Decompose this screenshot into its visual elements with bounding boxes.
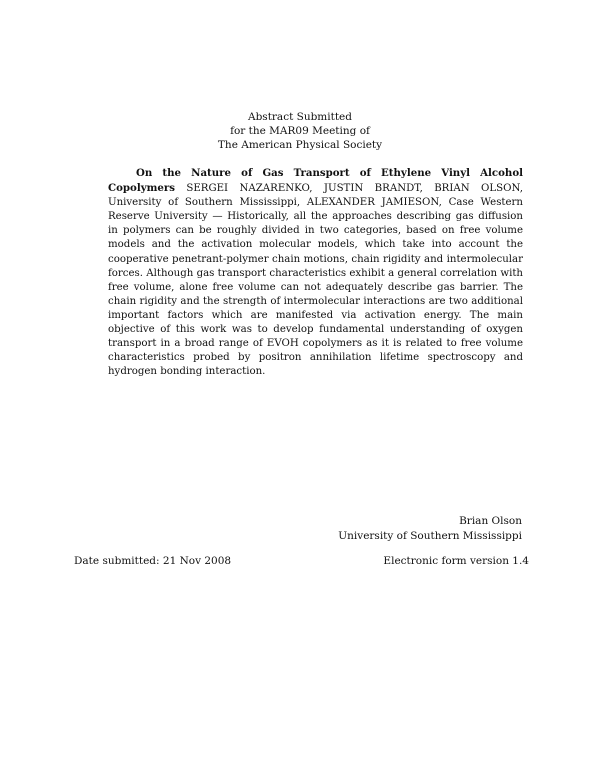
- submission-header: [0, 110, 600, 152]
- header-line-1: Abstract Submitted: [248, 111, 352, 123]
- abstract-body: Historically, all the approaches describing gas diffusion in polymers can be roughly divided in two categories, based on free volume models and the activation molecular models, which take into account the cooperative penetrant-polymer chain motions, chain rigidity and intermolecular forces. Although gas transport characteristics exhibit a general correlation with free volume, alone free volume can not adequately describe gas barrier. The chain rigidity and the strength of intermolecular interactions are two additional important factors which are manifested via activation energy. The main objective of this work was to develop fundamental understanding of oxygen transport in a broad range of EVOH copolymers as it is related to free volume characteristics probed by positron annihilation lifetime spectroscopy and hydrogen bonding interaction.: [108, 211, 523, 378]
- header-line-2: for the MAR09 Meeting of: [230, 125, 370, 137]
- signature-block: [338, 514, 522, 543]
- date-submitted: Date submitted: 21 Nov 2008: [74, 555, 232, 567]
- form-version: Electronic form version 1.4: [383, 555, 529, 567]
- header-line-3: The American Physical Society: [217, 139, 383, 151]
- signature-affiliation: University of Southern Mississippi: [338, 529, 522, 542]
- signature-name: Brian Olson: [459, 515, 522, 527]
- abstract-authors: SERGEI NAZARENKO, JUSTIN BRANDT, BRIAN OLSON, University of Southern Mississippi, ALEXANDER JAMIESON, Case Western Reserve University —: [108, 183, 523, 223]
- abstract-paragraph: [108, 166, 523, 379]
- abstract-title: On the Nature of Gas Transport of Ethylene Vinyl Alcohol Copolymers: [108, 167, 523, 195]
